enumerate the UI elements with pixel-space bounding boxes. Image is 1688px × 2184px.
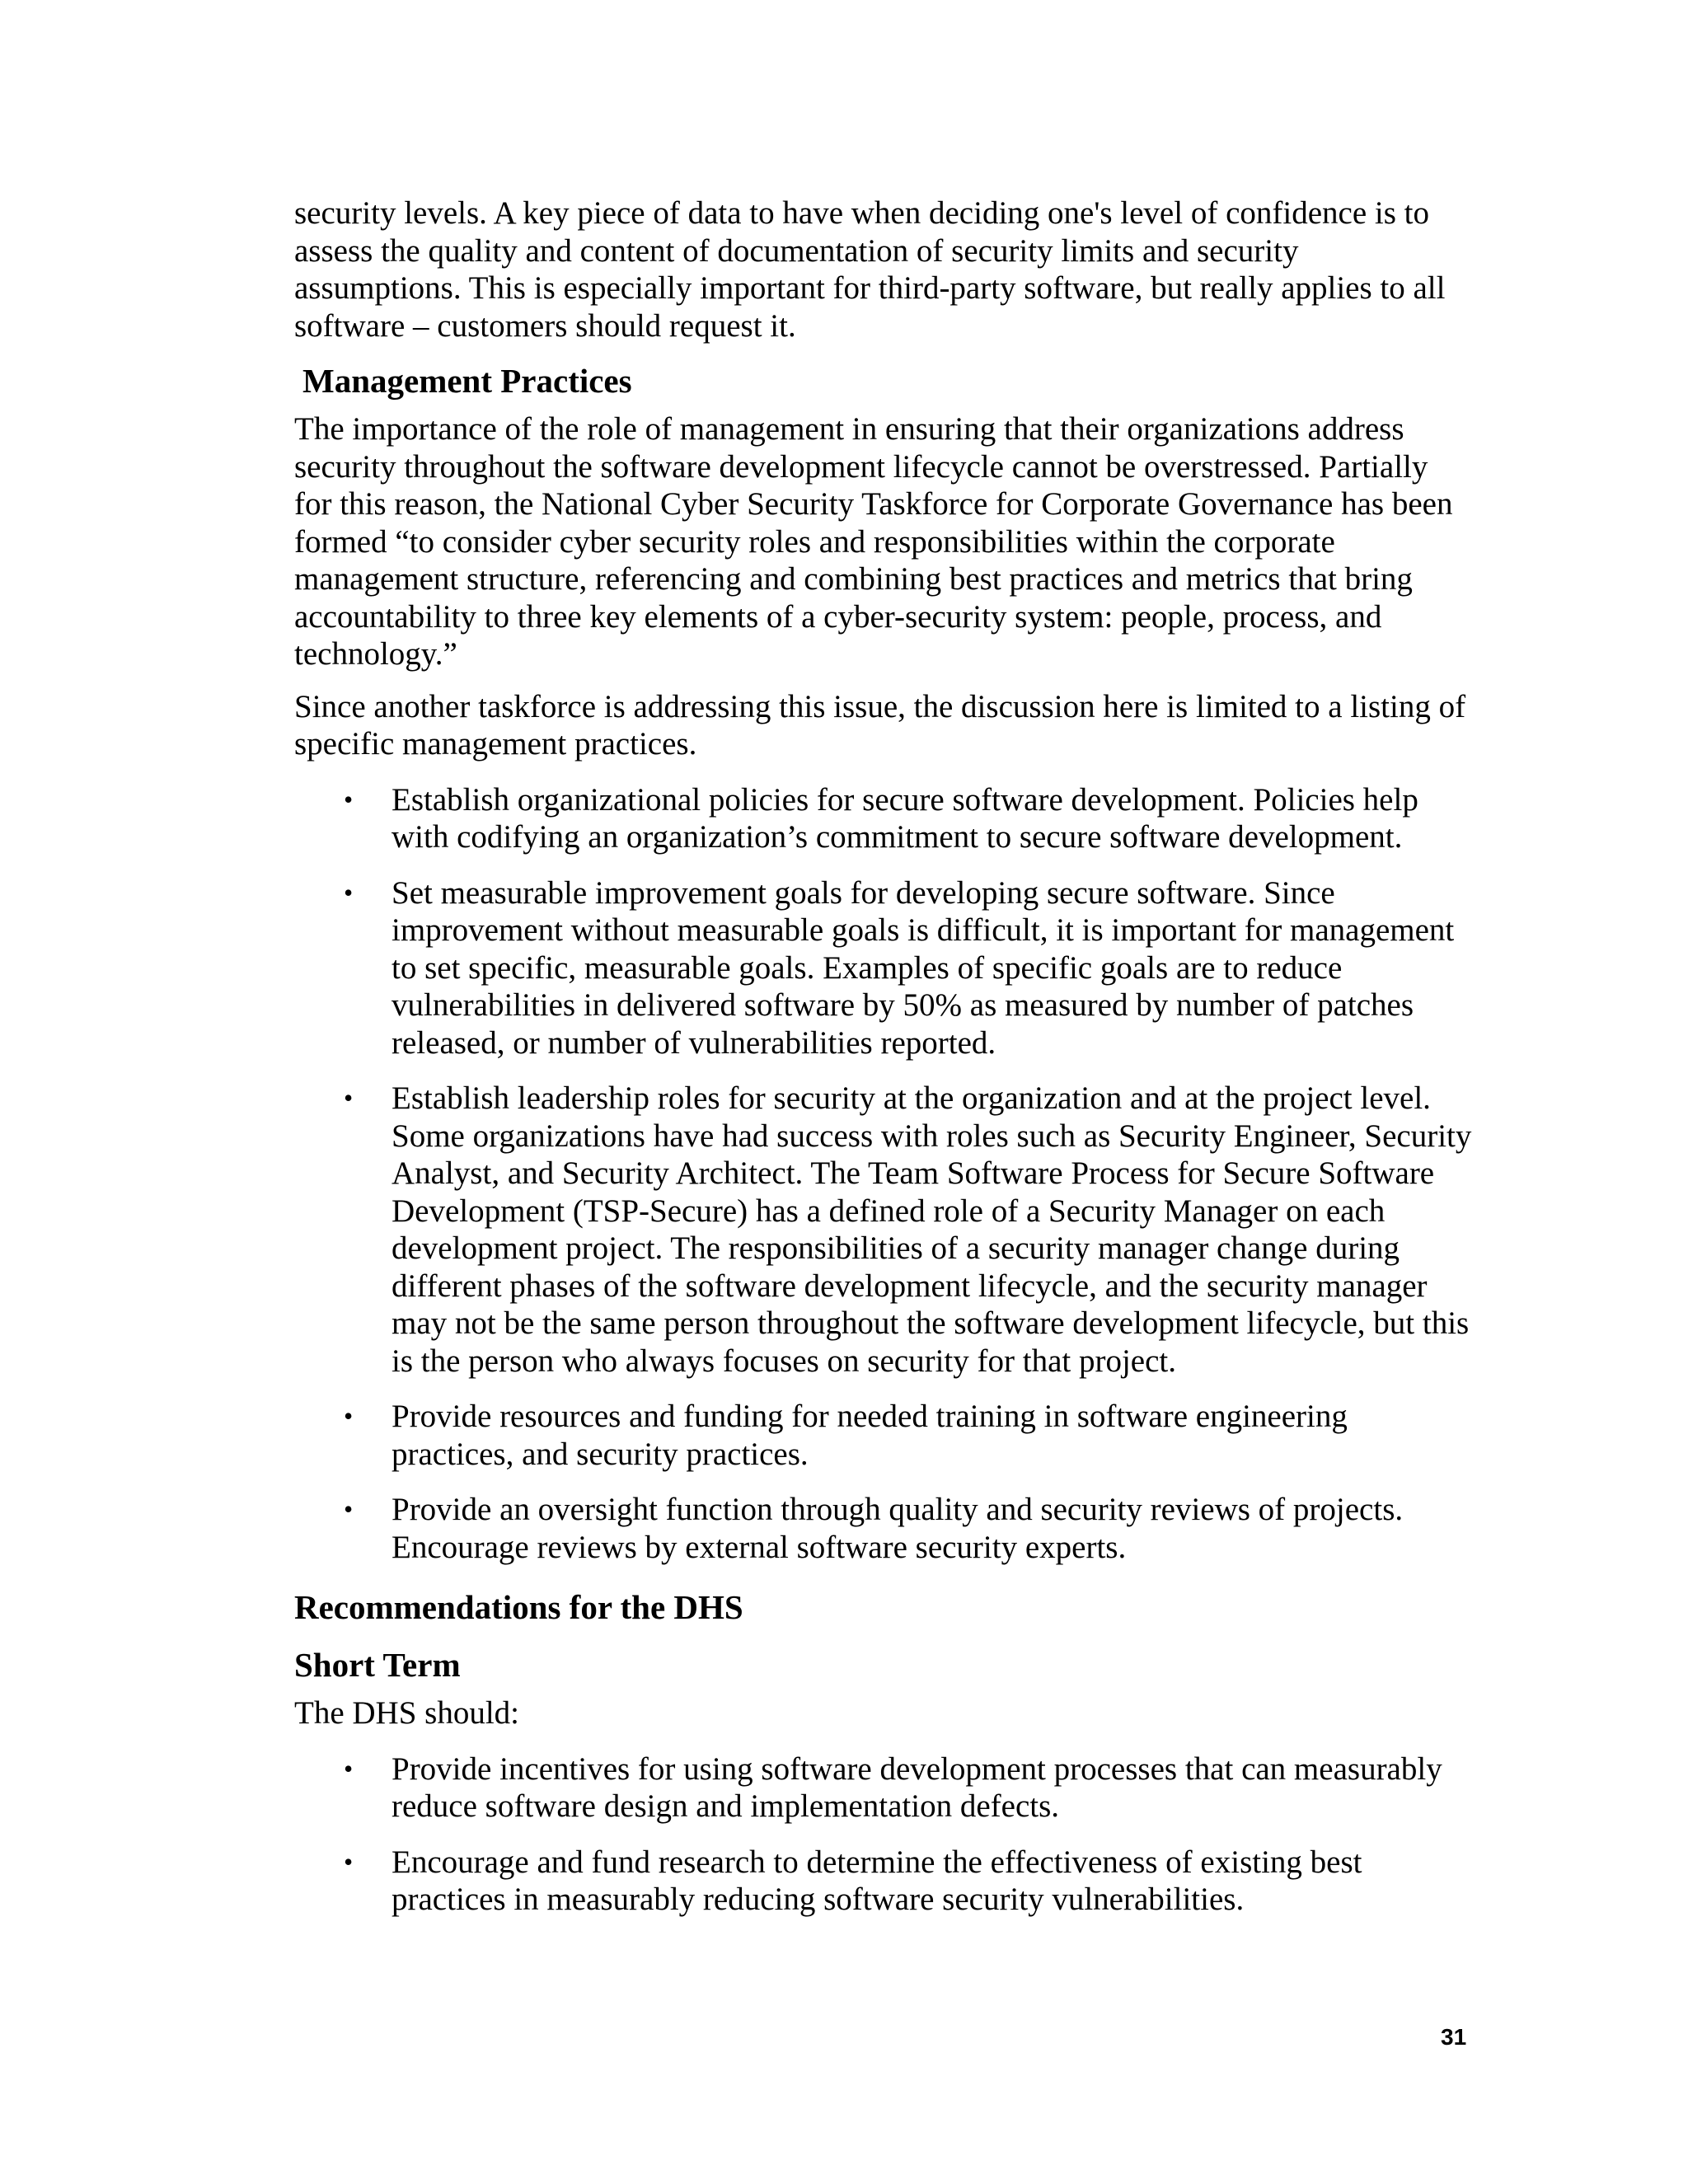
page-body — [294, 194, 1473, 1919]
bullet-icon: • — [344, 784, 354, 814]
list-item — [294, 1080, 1473, 1380]
list-item-text: Provide resources and funding for needed training in software engineering practices, and security practices. — [392, 1399, 1348, 1472]
list-item — [294, 874, 1473, 1062]
bullet-icon: • — [344, 1753, 354, 1783]
bullet-icon: • — [344, 1083, 354, 1113]
bullet-icon: • — [344, 1401, 354, 1431]
list-item-text: Establish organizational policies for secure software development. Policies help with codifying an organization’s commitment to secure software development. — [392, 781, 1418, 855]
management-paragraph-2: Since another taskforce is addressing this issue, the discussion here is limited to a listing of specific management practices. — [294, 688, 1466, 762]
list-item — [294, 1750, 1473, 1825]
list-item-text: Establish leadership roles for security at the organization and at the project level. Some organizations have had success with roles such as Security Engineer, Security Analyst, and Security Architect. The Team Software Process for Secure Software Development (TSP-Secure) has a defined role of a Security Manager on each development project. The responsibilities of a security manager change during different phases of the software development lifecycle, and the security manager may not be the same person throughout the software development lifecycle, but this is the person who always focuses on security for that project. — [392, 1080, 1472, 1379]
list-item-text: Encourage and fund research to determine the effectiveness of existing best practices in measurably reducing software security vulnerabilities. — [392, 1844, 1362, 1917]
management-paragraph-1: The importance of the role of management in ensuring that their organizations address security throughout the software development lifecycle cannot be overstressed. Partially for this reason, the National Cyber Security Taskforce for Corporate Governance has been formed “to consider cyber security roles and responsibilities within the corporate management structure, referencing and combining best practices and metrics that bring accountability to three key elements of a cyber-security system: people, process, and technology.” — [294, 411, 1453, 672]
intro-paragraph: security levels. A key piece of data to have when deciding one's level of confidence is to assess the quality and content of documentation of security limits and security assumptions. This is especially important for third-party software, but really applies to all software – customers should request it. — [294, 195, 1446, 344]
bullet-icon: • — [344, 877, 354, 907]
list-item-text: Provide an oversight function through quality and security reviews of projects. Encourage reviews by external software security experts. — [392, 1492, 1404, 1565]
list-item-text: Set measurable improvement goals for developing secure software. Since improvement without measurable goals is difficult, it is important for management to set specific, measurable goals. Examples of specific goals are to reduce vulnerabilities in delivered software by 50% as measured by number of patches released, or number of vulnerabilities reported. — [392, 874, 1455, 1061]
list-item — [294, 1398, 1473, 1473]
list-item — [294, 781, 1473, 856]
bullet-icon: • — [344, 1846, 354, 1877]
list-item — [294, 1844, 1473, 1919]
management-practices-heading: Management Practices — [302, 362, 632, 400]
list-item-text: Provide incentives for using software development processes that can measurably reduce software design and implementation defects. — [392, 1750, 1442, 1824]
page-number: 31 — [1441, 2024, 1467, 2050]
list-item — [294, 1491, 1473, 1566]
short-term-heading: Short Term — [294, 1646, 461, 1684]
recommendations-heading: Recommendations for the DHS — [294, 1588, 743, 1626]
recommendations-lead: The DHS should: — [294, 1695, 519, 1731]
management-practices-list — [294, 781, 1473, 1567]
bullet-icon: • — [344, 1494, 354, 1524]
recommendations-list — [294, 1750, 1473, 1919]
